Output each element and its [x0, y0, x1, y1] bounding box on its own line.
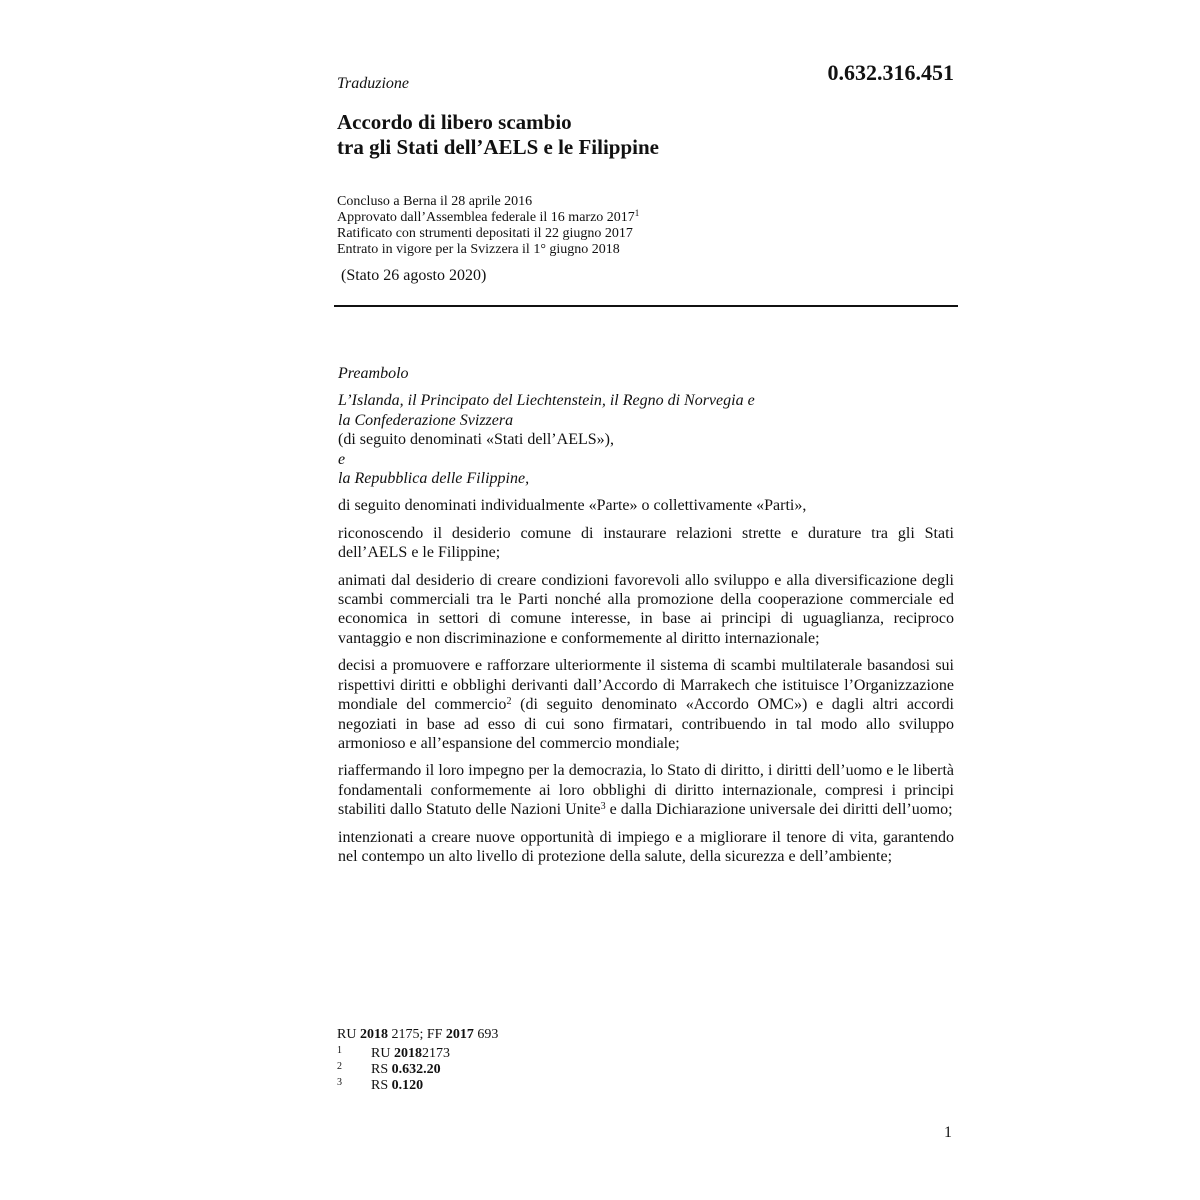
efta-denomination: (di seguito denominati «Stati dell’AELS»),	[338, 431, 614, 449]
approved-date	[337, 210, 639, 226]
footnote-bold: 2018	[393, 1046, 422, 1061]
document-metadata	[337, 194, 639, 258]
footnote-bold: 0.120	[391, 1078, 424, 1093]
preamble-paragraph-2: animati dal desiderio di creare condizioni favorevoli allo sviluppo e alla diversificazione degli scambi commerciali tra le Parti nonché alla promozione della cooperazione commerciale ed economica in settori di comune interesse, in base ai principi di uguaglianza, reciproco vantaggio e non discriminazione e conformemente al diritto internazionale;	[338, 571, 954, 647]
header-divider	[334, 305, 958, 307]
paragraph-3-text-a: decisi a promuovere e rafforzare ulteriormente il sistema di scambi multilaterale basandosi sui rispettivi diritti e obblighi derivanti dall’Accordo di Marrakech che istituisce l’Organizzazione mondiale del commercio	[338, 657, 954, 714]
footnote-number: 3	[337, 1077, 342, 1088]
preamble-paragraph-5: intenzionati a creare nuove opportunità di impiego e a migliorare il tenore di vita, garantendo nel contempo un alto livello di protezione della salute, della sicurezza e dell’ambiente;	[338, 828, 954, 865]
ff-page: 693	[473, 1027, 499, 1042]
translation-label: Traduzione	[337, 75, 410, 92]
footnote-number: 1	[337, 1045, 342, 1056]
philippines-party: la Repubblica delle Filippine,	[338, 470, 530, 488]
conjunction: e	[338, 450, 346, 468]
preamble-paragraph-3	[338, 656, 954, 753]
concluded-date: Concluso a Berna il 28 aprile 2016	[337, 194, 533, 209]
ru-prefix: RU	[337, 1027, 360, 1042]
status-date: (Stato 26 agosto 2020)	[341, 267, 487, 284]
document-title	[337, 110, 659, 160]
footnote-ref-2[interactable]: 2	[506, 696, 512, 708]
preamble-paragraph-4	[338, 761, 954, 819]
footnote-3	[337, 1078, 450, 1094]
footnote-ref-3[interactable]: 3	[600, 801, 606, 813]
in-force-date: Entrato in vigore per la Svizzera il 1° giugno 2018	[337, 242, 620, 257]
parties-line-2: la Confederazione Svizzera	[338, 411, 514, 429]
footnote-suffix: 2173	[421, 1046, 450, 1061]
ratified-date: Ratificato con strumenti depositati il 22 giugno 2017	[337, 226, 633, 241]
preamble-body	[338, 364, 954, 866]
preamble-heading: Preambolo	[338, 365, 409, 382]
ff-year: 2017	[445, 1027, 474, 1042]
footnotes	[337, 1046, 450, 1094]
approved-text: Approvato dall’Assemblea federale il 16 marzo 2017	[337, 210, 635, 225]
title-line-1: Accordo di libero scambio	[337, 110, 572, 134]
footnote-ref-1[interactable]: 1	[634, 208, 640, 218]
ru-page: 2175; FF	[387, 1027, 446, 1042]
publication-reference	[337, 1027, 498, 1043]
ru-year: 2018	[359, 1027, 388, 1042]
title-line-2: tra gli Stati dell’AELS e le Filippine	[337, 135, 660, 159]
footnote-prefix: RS	[371, 1062, 389, 1077]
footnote-number: 2	[337, 1061, 342, 1072]
page-number: 1	[944, 1124, 952, 1141]
preamble-paragraph-1: riconoscendo il desiderio comune di instaurare relazioni strette e durature tra gli Stati dell’AELS e le Filippine;	[338, 524, 954, 562]
footnote-prefix: RU	[371, 1046, 391, 1061]
paragraph-4-text-a: riaffermando il loro impegno per la democrazia, lo Stato di diritto, i diritti dell’uomo e le libertà fondamentali conformemente ai loro obblighi di diritto internazionale, compresi i principi stabiliti dallo Statuto delle Nazioni Unite	[338, 762, 954, 819]
footnote-bold: 0.632.20	[391, 1062, 441, 1077]
sr-number: 0.632.316.451	[827, 60, 954, 85]
paragraph-4-text-b: e dalla Dichiarazione universale dei diritti dell’uomo;	[605, 801, 953, 819]
parties-denomination: di seguito denominati individualmente «Parte» o collettivamente «Parti»,	[338, 497, 807, 515]
footnote-prefix: RS	[371, 1078, 389, 1093]
paragraph-3-text-b: (di seguito denominato «Accordo OMC») e dagli altri accordi negoziati in base ad esso di cui sono firmatari, contribuendo in tal modo allo sviluppo armonioso e all’espansione del commercio mondiale;	[338, 696, 954, 752]
parties-line-1: L’Islanda, il Principato del Liechtenstein, il Regno di Norvegia e	[338, 392, 755, 410]
